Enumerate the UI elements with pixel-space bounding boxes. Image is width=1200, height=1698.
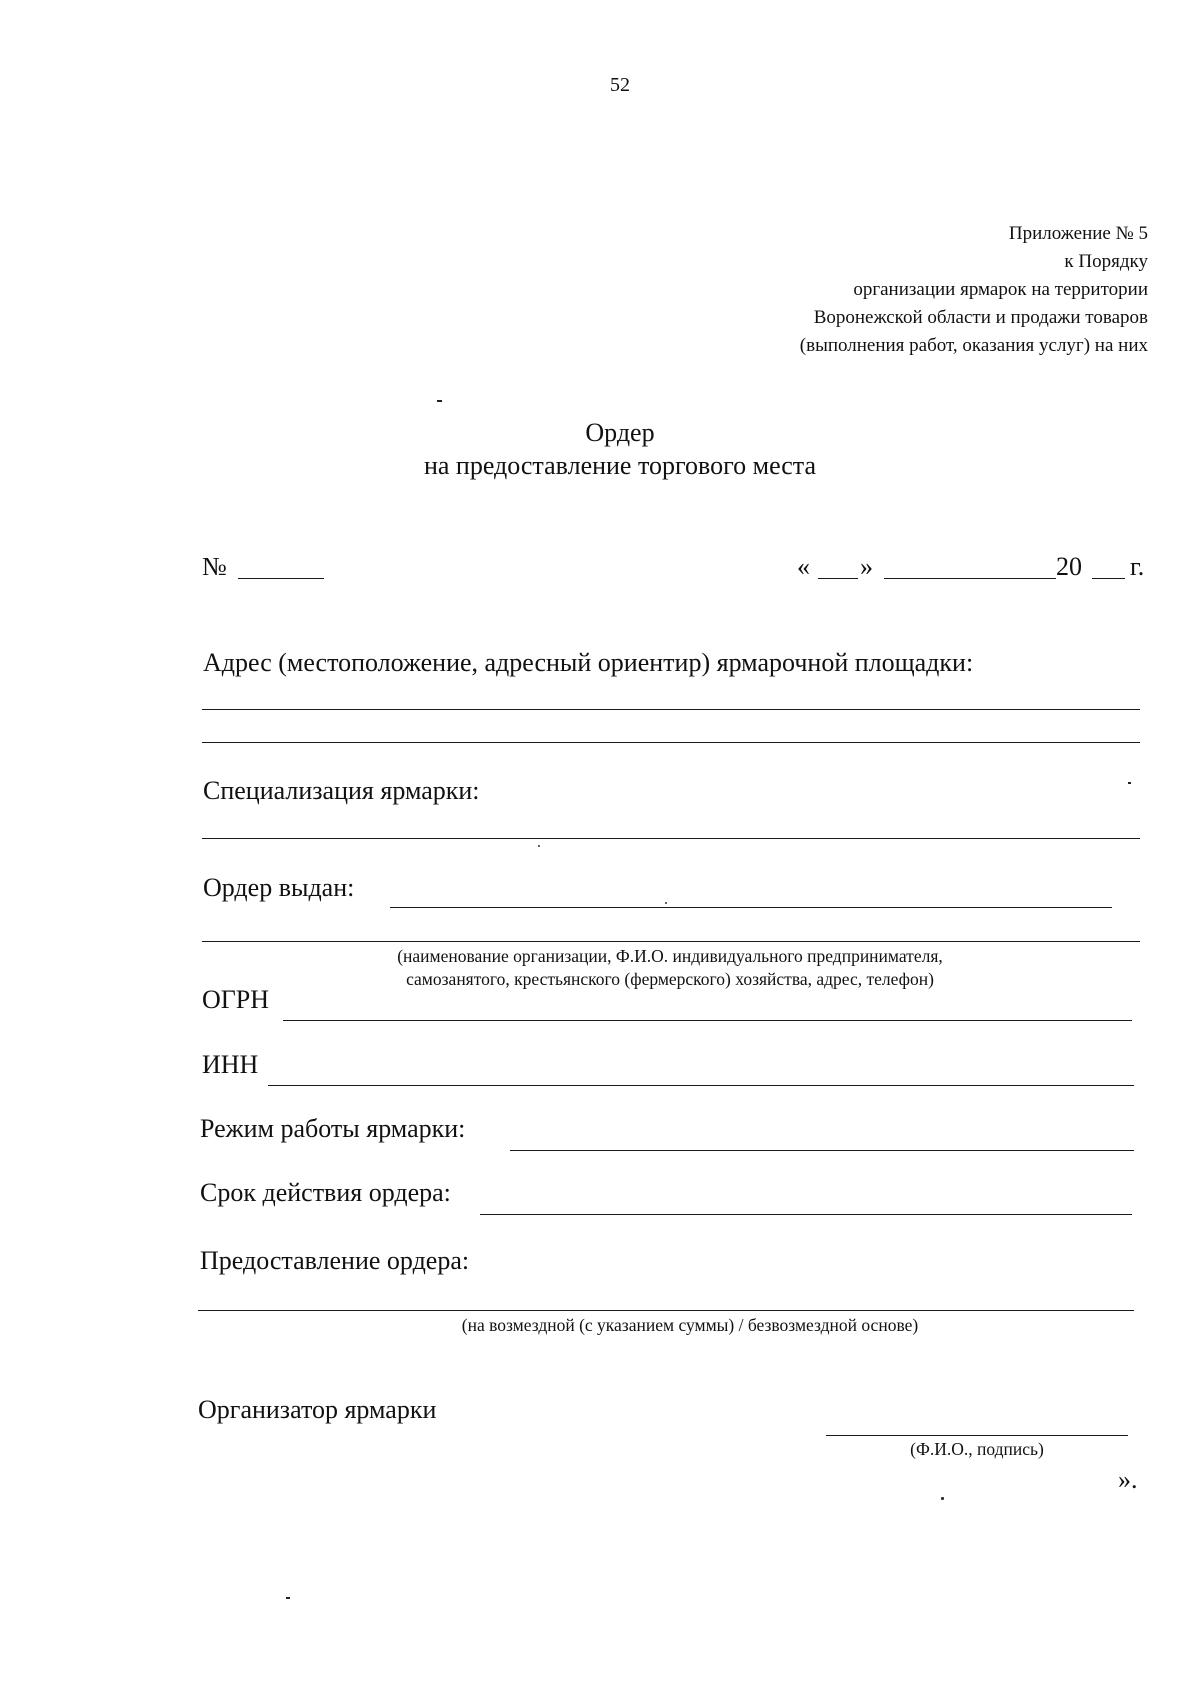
issued-to-blank-1[interactable] (390, 907, 1112, 908)
date-day-blank[interactable] (818, 578, 858, 579)
scan-mark (437, 400, 442, 402)
specialization-blank[interactable] (202, 838, 1140, 839)
document-title: Ордер (585, 418, 655, 447)
provision-caption: (на возмездной (с указанием суммы) / безвозмездной основе) (461, 1315, 919, 1335)
validity-blank[interactable] (480, 1214, 1132, 1215)
appendix-header (800, 220, 1148, 360)
appendix-line: к Порядку (1064, 251, 1148, 272)
ogrn-blank[interactable] (283, 1020, 1132, 1021)
date-year-blank[interactable] (1092, 578, 1125, 579)
page-number: 52 (610, 74, 630, 96)
order-number-label: № (202, 552, 227, 581)
organizer-signature-caption: (Ф.И.О., подпись) (910, 1439, 1044, 1459)
work-mode-label: Режим работы ярмарки: (200, 1114, 466, 1143)
date-open-quote: « (797, 552, 810, 581)
address-blank-2[interactable] (202, 742, 1140, 743)
date-year-prefix: 20 (1056, 552, 1082, 581)
scan-mark (286, 1597, 290, 1599)
inn-blank[interactable] (268, 1085, 1134, 1086)
provision-label: Предоставление ордера: (200, 1246, 470, 1275)
address-blank-1[interactable] (202, 709, 1140, 710)
specialization-label: Специализация ярмарки: (203, 776, 480, 805)
ogrn-label: ОГРН (202, 985, 270, 1014)
closing-mark: ». (1118, 1465, 1138, 1494)
issued-to-caption-1: (наименование организации, Ф.И.О. индивидуального предпринимателя, (397, 946, 943, 966)
document-subtitle: на предоставление торгового места (423, 451, 817, 480)
scan-mark (1128, 782, 1131, 784)
validity-label: Срок действия ордера: (200, 1178, 451, 1207)
appendix-line: (выполнения работ, оказания услуг) на них (799, 335, 1148, 356)
organizer-label: Организатор ярмарки (198, 1395, 437, 1424)
scan-mark (665, 902, 667, 904)
appendix-line: Приложение № 5 (1008, 223, 1148, 244)
appendix-line: Воронежской области и продажи товаров (813, 307, 1148, 328)
work-mode-blank[interactable] (510, 1150, 1134, 1151)
scan-mark (941, 1497, 944, 1500)
issued-to-blank-2[interactable] (202, 941, 1140, 942)
appendix-line: организации ярмарок на территории (853, 279, 1148, 300)
issued-to-label: Ордер выдан: (203, 873, 355, 902)
date-year-suffix: г. (1130, 552, 1145, 581)
address-label: Адрес (местоположение, адресный ориентир) ярмарочной площадки: (203, 648, 974, 677)
organizer-signature-blank[interactable] (826, 1435, 1128, 1436)
scan-mark (538, 845, 540, 847)
issued-to-caption-2: самозанятого, крестьянского (фермерского) хозяйства, адрес, телефон) (406, 969, 934, 989)
date-close-quote: » (860, 552, 873, 581)
inn-label: ИНН (202, 1050, 259, 1079)
date-month-blank[interactable] (884, 578, 1056, 579)
provision-blank[interactable] (198, 1310, 1134, 1311)
order-number-blank[interactable] (238, 578, 324, 579)
